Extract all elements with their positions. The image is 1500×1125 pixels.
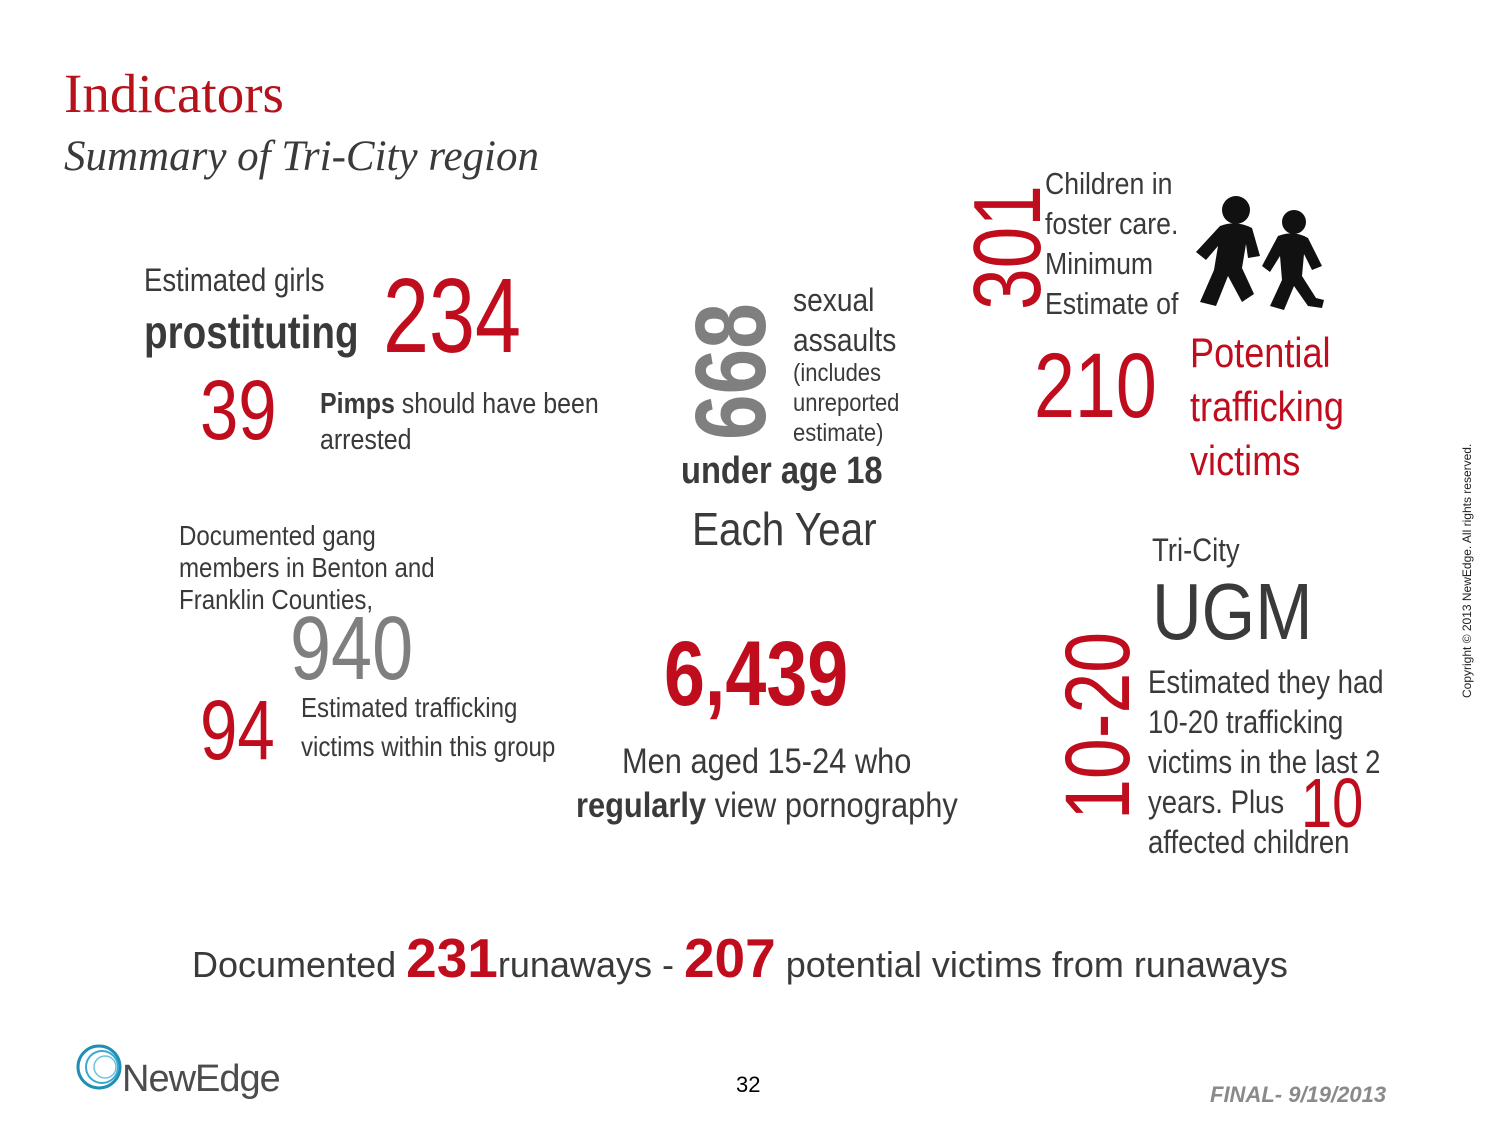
porn-rest: view pornography <box>706 786 958 825</box>
runaways-pre: Documented <box>192 944 407 985</box>
porn-line1: Men aged 15-24 who <box>622 742 912 781</box>
foster-victims-line2: trafficking <box>1190 383 1344 430</box>
porn-bold: regularly <box>576 786 707 825</box>
assaults-count: 668 <box>675 303 787 440</box>
ugm-line1: Estimated they had <box>1148 664 1384 700</box>
ugm-line4: years. Plus <box>1148 784 1285 820</box>
runaways-victims-count: 207 <box>683 927 776 989</box>
assaults-label <box>793 280 896 360</box>
gang-line2: members in Benton and <box>179 552 435 583</box>
page-subtitle: Summary of Tri-City region <box>64 133 539 180</box>
foster-count: 301 <box>954 185 1061 310</box>
foster-victims-count: 210 <box>1034 335 1157 437</box>
ugm-line3: victims in the last 2 <box>1148 744 1381 780</box>
gang-line3: Franklin Counties, <box>179 584 374 615</box>
ugm-line5: affected children <box>1148 824 1350 860</box>
assaults-note <box>793 358 899 448</box>
foster-label <box>1045 164 1178 324</box>
foster-line4: Estimate of <box>1045 286 1179 321</box>
gang-victims-label <box>301 688 555 766</box>
assaults-line1: sexual <box>793 282 875 318</box>
ugm-children-count: 10 <box>1301 764 1364 842</box>
porn-count: 6,439 <box>664 623 849 725</box>
ugm-range: 10-20 <box>1047 631 1149 820</box>
foster-victims-line3: victims <box>1190 437 1301 484</box>
foster-victims-label <box>1190 326 1344 488</box>
girls-label-bold: prostituting <box>144 306 359 358</box>
assaults-note1: (includes <box>793 359 882 387</box>
porn-line2 <box>576 786 958 826</box>
foster-line1: Children in <box>1045 166 1173 201</box>
gang-victims-line1: Estimated trafficking <box>301 692 518 723</box>
children-running-icon <box>1192 194 1328 318</box>
foster-line3: Minimum <box>1045 246 1154 281</box>
runaways-count: 231 <box>406 927 498 989</box>
ugm-location: Tri-City <box>1152 532 1240 568</box>
runaways-mid: runaways - <box>497 944 684 985</box>
assaults-line2: assaults <box>793 322 897 358</box>
ugm-name: UGM <box>1152 567 1313 656</box>
pimps-label <box>320 386 599 458</box>
assaults-note3: estimate) <box>793 419 884 447</box>
pimps-line2: arrested <box>320 424 412 456</box>
pimps-bold: Pimps <box>320 388 395 420</box>
ugm-line2: 10-20 trafficking <box>1148 704 1344 740</box>
page-title: Indicators <box>64 63 284 124</box>
gang-count: 940 <box>290 599 414 699</box>
runaways-summary <box>192 926 1288 990</box>
girls-label: Estimated girls <box>144 262 325 298</box>
assaults-under18: under age 18 <box>681 450 883 492</box>
runaways-post: potential victims from runaways <box>775 944 1288 985</box>
document-status: FINAL- 9/19/2013 <box>1210 1082 1387 1107</box>
page-number: 32 <box>736 1072 761 1097</box>
copyright-notice: Copyright © 2013 NewEdge. All rights reserved. <box>1460 443 1474 698</box>
foster-line2: foster care. <box>1045 206 1179 241</box>
gang-victims-line2: victims within this group <box>301 731 556 762</box>
pimps-rest: should have been <box>394 388 599 420</box>
logo-text: NewEdge <box>122 1058 280 1100</box>
assaults-each-year: Each Year <box>692 503 877 555</box>
girls-count: 234 <box>383 257 521 375</box>
assaults-note2: unreported <box>793 389 900 417</box>
foster-victims-line1: Potential <box>1190 329 1331 376</box>
gang-line1: Documented gang <box>179 520 376 551</box>
gang-victims-count: 94 <box>200 683 275 777</box>
pimps-count: 39 <box>200 363 277 457</box>
